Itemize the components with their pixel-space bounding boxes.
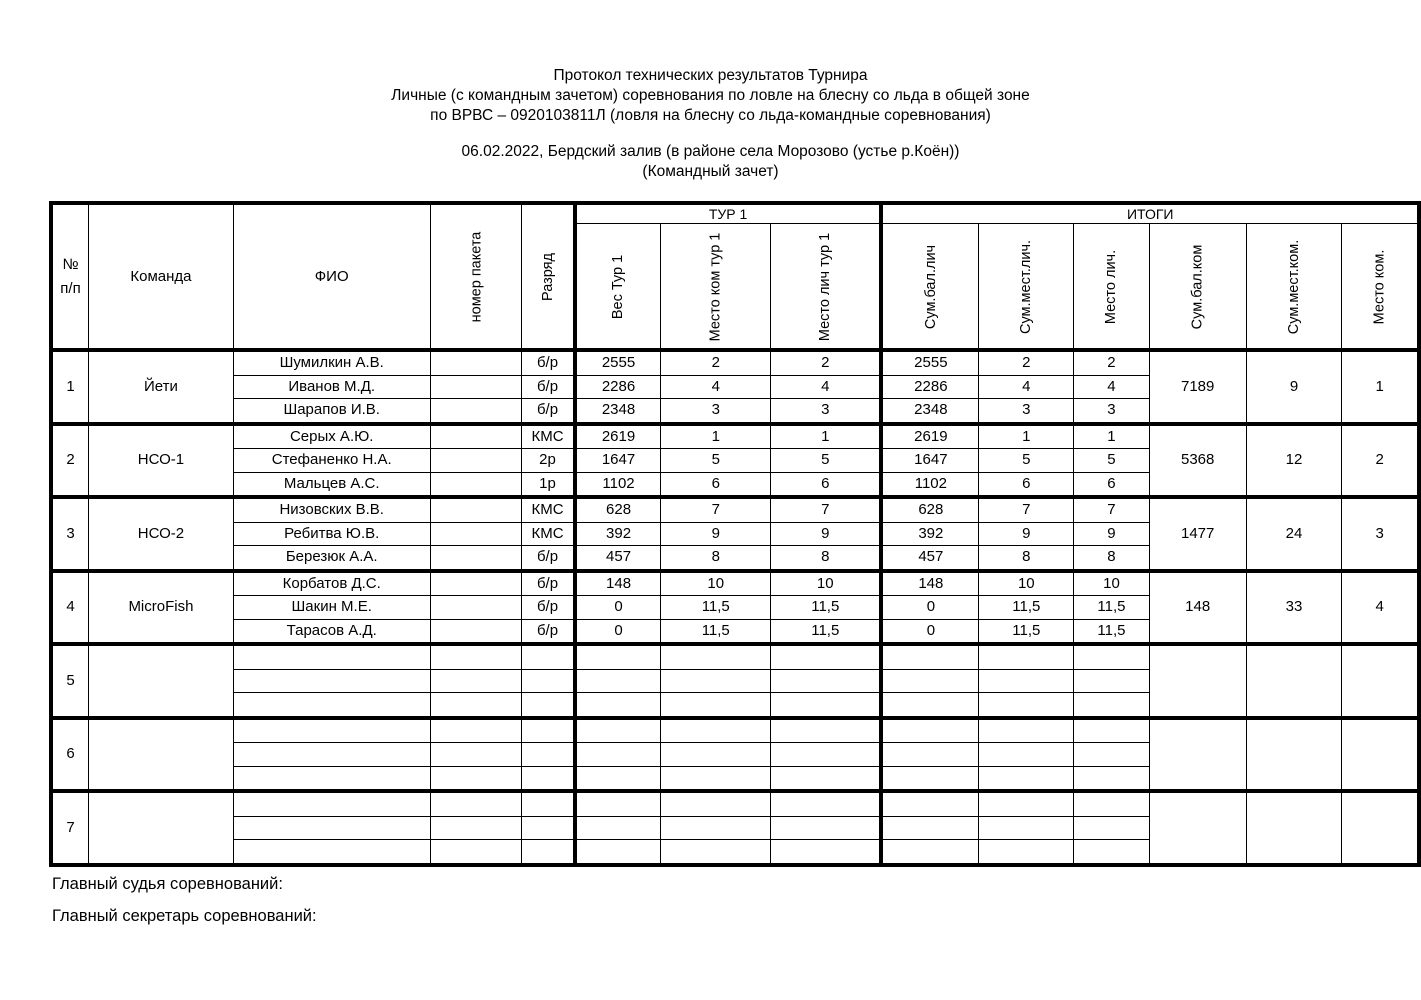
weight-tour1: 2286 bbox=[575, 375, 661, 399]
protocol-date-place: 06.02.2022, Бердский залив (в районе села Морозово (устье р.Коён)) bbox=[461, 143, 960, 160]
table-row bbox=[51, 644, 1419, 669]
team-place-tour1 bbox=[661, 743, 771, 767]
participant-fio bbox=[233, 743, 430, 767]
packet-number bbox=[430, 399, 522, 424]
tour1-group-header: ТУР 1 bbox=[575, 203, 882, 224]
packet-number bbox=[430, 816, 522, 840]
personal-place-tour1 bbox=[771, 693, 882, 718]
table-row bbox=[51, 571, 1419, 596]
place-personal: 3 bbox=[1074, 399, 1149, 424]
sum-points-team: 5368 bbox=[1149, 424, 1246, 498]
weight-tour1 bbox=[575, 669, 661, 693]
participant-rank: б/р bbox=[522, 399, 575, 424]
chief-judge-label: Главный судья соревнований: bbox=[52, 875, 283, 893]
sum-points-team: 7189 bbox=[1149, 350, 1246, 424]
sum-places-personal: 8 bbox=[979, 546, 1074, 571]
team-place-tour1 bbox=[661, 816, 771, 840]
weight-tour1 bbox=[575, 766, 661, 791]
sum-points-team bbox=[1149, 644, 1246, 718]
sum-points-personal bbox=[881, 816, 978, 840]
weight-tour1: 148 bbox=[575, 571, 661, 596]
weight-tour1: 2555 bbox=[575, 350, 661, 375]
place-team: 1 bbox=[1342, 350, 1419, 424]
packet-number bbox=[430, 449, 522, 473]
sum-places-personal: 4 bbox=[979, 375, 1074, 399]
col-team-place-t1-header: Место ком тур 1 bbox=[661, 224, 771, 351]
participant-fio: Иванов М.Д. bbox=[233, 375, 430, 399]
participant-fio bbox=[233, 669, 430, 693]
sum-points-personal: 1647 bbox=[881, 449, 978, 473]
place-personal: 10 bbox=[1074, 571, 1149, 596]
sum-places-personal: 10 bbox=[979, 571, 1074, 596]
team-name bbox=[89, 644, 234, 718]
personal-place-tour1: 1 bbox=[771, 424, 882, 449]
sum-places-team: 9 bbox=[1246, 350, 1341, 424]
sum-places-personal: 1 bbox=[979, 424, 1074, 449]
sum-points-team: 148 bbox=[1149, 571, 1246, 645]
packet-number bbox=[430, 596, 522, 620]
participant-rank bbox=[522, 840, 575, 865]
col-team-header: Команда bbox=[89, 203, 234, 350]
participant-rank: КМС bbox=[522, 497, 575, 522]
personal-place-tour1 bbox=[771, 766, 882, 791]
totals-group-header: ИТОГИ bbox=[881, 203, 1419, 224]
place-team: 2 bbox=[1342, 424, 1419, 498]
team-place-tour1: 5 bbox=[661, 449, 771, 473]
participant-fio: Корбатов Д.С. bbox=[233, 571, 430, 596]
place-team bbox=[1342, 791, 1419, 865]
sum-points-personal: 0 bbox=[881, 619, 978, 644]
participant-rank: КМС bbox=[522, 522, 575, 546]
sum-points-personal: 2286 bbox=[881, 375, 978, 399]
participant-fio bbox=[233, 791, 430, 816]
place-personal bbox=[1074, 718, 1149, 743]
participant-fio bbox=[233, 693, 430, 718]
place-personal: 9 bbox=[1074, 522, 1149, 546]
col-place-team-header: Место ком. bbox=[1342, 224, 1419, 351]
participant-fio: Серых А.Ю. bbox=[233, 424, 430, 449]
participant-fio bbox=[233, 718, 430, 743]
sum-points-personal bbox=[881, 644, 978, 669]
table-row bbox=[51, 497, 1419, 522]
sum-places-personal: 3 bbox=[979, 399, 1074, 424]
team-place-tour1 bbox=[661, 644, 771, 669]
personal-place-tour1: 7 bbox=[771, 497, 882, 522]
participant-fio: Шакин М.Е. bbox=[233, 596, 430, 620]
sum-points-personal: 392 bbox=[881, 522, 978, 546]
sum-places-personal bbox=[979, 743, 1074, 767]
personal-place-tour1: 11,5 bbox=[771, 596, 882, 620]
sum-points-personal bbox=[881, 840, 978, 865]
sum-places-personal bbox=[979, 644, 1074, 669]
col-sum-pts-pers-header: Сум.бал.лич bbox=[881, 224, 978, 351]
table-row bbox=[51, 791, 1419, 816]
sum-places-personal bbox=[979, 669, 1074, 693]
sum-points-personal: 2619 bbox=[881, 424, 978, 449]
team-place-tour1 bbox=[661, 791, 771, 816]
personal-place-tour1 bbox=[771, 743, 882, 767]
packet-number bbox=[430, 522, 522, 546]
packet-number bbox=[430, 693, 522, 718]
protocol-title: Протокол технических результатов Турнира bbox=[553, 67, 868, 84]
personal-place-tour1 bbox=[771, 816, 882, 840]
team-place-tour1: 11,5 bbox=[661, 619, 771, 644]
sum-places-personal bbox=[979, 791, 1074, 816]
col-place-pers-header: Место лич. bbox=[1074, 224, 1149, 351]
personal-place-tour1 bbox=[771, 791, 882, 816]
participant-rank bbox=[522, 718, 575, 743]
team-number: 6 bbox=[51, 718, 89, 792]
participant-rank bbox=[522, 791, 575, 816]
packet-number bbox=[430, 571, 522, 596]
personal-place-tour1: 11,5 bbox=[771, 619, 882, 644]
place-personal: 11,5 bbox=[1074, 596, 1149, 620]
results-table bbox=[49, 201, 1421, 867]
team-place-tour1: 10 bbox=[661, 571, 771, 596]
sum-places-personal: 11,5 bbox=[979, 596, 1074, 620]
team-place-tour1 bbox=[661, 669, 771, 693]
sum-points-personal bbox=[881, 669, 978, 693]
place-personal: 1 bbox=[1074, 424, 1149, 449]
participant-rank: 1р bbox=[522, 472, 575, 497]
sum-points-personal bbox=[881, 693, 978, 718]
col-sum-places-pers-header: Сум.мест.лич. bbox=[979, 224, 1074, 351]
table-row bbox=[51, 718, 1419, 743]
team-place-tour1: 2 bbox=[661, 350, 771, 375]
place-personal: 8 bbox=[1074, 546, 1149, 571]
team-number: 1 bbox=[51, 350, 89, 424]
col-fio-header: ФИО bbox=[233, 203, 430, 350]
sum-points-team: 1477 bbox=[1149, 497, 1246, 571]
sum-places-team bbox=[1246, 718, 1341, 792]
personal-place-tour1: 9 bbox=[771, 522, 882, 546]
participant-rank bbox=[522, 693, 575, 718]
results-body bbox=[51, 350, 1419, 865]
packet-number bbox=[430, 669, 522, 693]
team-name bbox=[89, 791, 234, 865]
place-personal: 11,5 bbox=[1074, 619, 1149, 644]
place-personal: 2 bbox=[1074, 350, 1149, 375]
sum-places-team bbox=[1246, 644, 1341, 718]
packet-number bbox=[430, 424, 522, 449]
place-personal bbox=[1074, 743, 1149, 767]
packet-number bbox=[430, 840, 522, 865]
personal-place-tour1: 10 bbox=[771, 571, 882, 596]
team-name: MicroFish bbox=[89, 571, 234, 645]
packet-number bbox=[430, 791, 522, 816]
personal-place-tour1: 4 bbox=[771, 375, 882, 399]
participant-rank bbox=[522, 669, 575, 693]
sum-places-team: 24 bbox=[1246, 497, 1341, 571]
weight-tour1 bbox=[575, 644, 661, 669]
team-place-tour1: 4 bbox=[661, 375, 771, 399]
place-personal: 6 bbox=[1074, 472, 1149, 497]
sum-points-personal: 2348 bbox=[881, 399, 978, 424]
sum-places-personal: 9 bbox=[979, 522, 1074, 546]
team-number: 2 bbox=[51, 424, 89, 498]
place-team bbox=[1342, 718, 1419, 792]
participant-rank bbox=[522, 743, 575, 767]
table-row bbox=[51, 424, 1419, 449]
participant-rank: б/р bbox=[522, 571, 575, 596]
packet-number bbox=[430, 743, 522, 767]
personal-place-tour1 bbox=[771, 669, 882, 693]
participant-fio bbox=[233, 816, 430, 840]
weight-tour1 bbox=[575, 791, 661, 816]
packet-number bbox=[430, 546, 522, 571]
team-place-tour1: 7 bbox=[661, 497, 771, 522]
table-row bbox=[51, 350, 1419, 375]
personal-place-tour1: 3 bbox=[771, 399, 882, 424]
sum-points-personal: 628 bbox=[881, 497, 978, 522]
team-place-tour1: 11,5 bbox=[661, 596, 771, 620]
team-place-tour1 bbox=[661, 693, 771, 718]
protocol-scoring: (Командный зачет) bbox=[642, 163, 779, 180]
protocol-subtitle: Личные (с командным зачетом) соревнования по ловле на блесну со льда в общей зоне bbox=[391, 87, 1030, 104]
participant-rank bbox=[522, 644, 575, 669]
weight-tour1 bbox=[575, 693, 661, 718]
place-personal: 7 bbox=[1074, 497, 1149, 522]
protocol-discipline: по ВРВС – 0920103811Л (ловля на блесну со льда-командные соревнования) bbox=[430, 107, 991, 124]
sum-places-team: 33 bbox=[1246, 571, 1341, 645]
weight-tour1 bbox=[575, 840, 661, 865]
participant-fio: Ребитва Ю.В. bbox=[233, 522, 430, 546]
sum-points-personal bbox=[881, 718, 978, 743]
participant-rank: б/р bbox=[522, 375, 575, 399]
place-personal: 5 bbox=[1074, 449, 1149, 473]
packet-number bbox=[430, 718, 522, 743]
chief-secretary-label: Главный секретарь соревнований: bbox=[52, 907, 317, 925]
personal-place-tour1 bbox=[771, 840, 882, 865]
team-name: Йети bbox=[89, 350, 234, 424]
weight-tour1 bbox=[575, 743, 661, 767]
sum-places-personal: 7 bbox=[979, 497, 1074, 522]
participant-fio: Шарапов И.В. bbox=[233, 399, 430, 424]
weight-tour1: 2348 bbox=[575, 399, 661, 424]
sum-places-personal bbox=[979, 816, 1074, 840]
sum-places-personal: 6 bbox=[979, 472, 1074, 497]
place-personal bbox=[1074, 693, 1149, 718]
col-pers-place-t1-header: Место лич тур 1 bbox=[771, 224, 882, 351]
protocol-header bbox=[0, 66, 1421, 182]
packet-number bbox=[430, 497, 522, 522]
sum-points-personal bbox=[881, 766, 978, 791]
col-weight-t1-header: Вес Тур 1 bbox=[575, 224, 661, 351]
sum-places-personal bbox=[979, 840, 1074, 865]
weight-tour1: 1647 bbox=[575, 449, 661, 473]
place-personal bbox=[1074, 791, 1149, 816]
weight-tour1: 457 bbox=[575, 546, 661, 571]
place-team: 4 bbox=[1342, 571, 1419, 645]
sum-points-personal: 0 bbox=[881, 596, 978, 620]
participant-fio bbox=[233, 766, 430, 791]
weight-tour1: 628 bbox=[575, 497, 661, 522]
team-number: 3 bbox=[51, 497, 89, 571]
participant-rank bbox=[522, 766, 575, 791]
sum-points-team bbox=[1149, 718, 1246, 792]
participant-fio: Шумилкин А.В. bbox=[233, 350, 430, 375]
packet-number bbox=[430, 619, 522, 644]
participant-rank: б/р bbox=[522, 350, 575, 375]
team-place-tour1: 9 bbox=[661, 522, 771, 546]
weight-tour1: 0 bbox=[575, 596, 661, 620]
team-name: НСО-2 bbox=[89, 497, 234, 571]
team-name: НСО-1 bbox=[89, 424, 234, 498]
personal-place-tour1: 5 bbox=[771, 449, 882, 473]
sum-points-personal bbox=[881, 743, 978, 767]
weight-tour1 bbox=[575, 816, 661, 840]
col-sum-pts-team-header: Сум.бал.ком bbox=[1149, 224, 1246, 351]
packet-number bbox=[430, 375, 522, 399]
participant-rank bbox=[522, 816, 575, 840]
weight-tour1: 1102 bbox=[575, 472, 661, 497]
sum-places-personal bbox=[979, 718, 1074, 743]
personal-place-tour1: 8 bbox=[771, 546, 882, 571]
col-packet-header: номер пакета bbox=[430, 203, 522, 350]
packet-number bbox=[430, 766, 522, 791]
participant-rank: б/р bbox=[522, 619, 575, 644]
team-place-tour1: 6 bbox=[661, 472, 771, 497]
personal-place-tour1 bbox=[771, 718, 882, 743]
place-personal bbox=[1074, 669, 1149, 693]
place-personal bbox=[1074, 644, 1149, 669]
team-place-tour1: 3 bbox=[661, 399, 771, 424]
personal-place-tour1: 2 bbox=[771, 350, 882, 375]
participant-fio: Березюк А.А. bbox=[233, 546, 430, 571]
place-team bbox=[1342, 644, 1419, 718]
participant-fio bbox=[233, 840, 430, 865]
col-rank-header: Разряд bbox=[522, 203, 575, 350]
participant-fio: Низовских В.В. bbox=[233, 497, 430, 522]
team-place-tour1: 8 bbox=[661, 546, 771, 571]
sum-points-personal: 148 bbox=[881, 571, 978, 596]
sum-places-team: 12 bbox=[1246, 424, 1341, 498]
weight-tour1 bbox=[575, 718, 661, 743]
participant-rank: б/р bbox=[522, 546, 575, 571]
participant-rank: б/р bbox=[522, 596, 575, 620]
sum-points-personal: 2555 bbox=[881, 350, 978, 375]
sum-places-team bbox=[1246, 791, 1341, 865]
personal-place-tour1 bbox=[771, 644, 882, 669]
team-place-tour1: 1 bbox=[661, 424, 771, 449]
participant-rank: 2р bbox=[522, 449, 575, 473]
col-num-header: № п/п bbox=[51, 203, 89, 350]
weight-tour1: 0 bbox=[575, 619, 661, 644]
packet-number bbox=[430, 350, 522, 375]
sum-points-personal: 1102 bbox=[881, 472, 978, 497]
sum-places-personal: 11,5 bbox=[979, 619, 1074, 644]
weight-tour1: 392 bbox=[575, 522, 661, 546]
team-place-tour1 bbox=[661, 840, 771, 865]
participant-fio bbox=[233, 644, 430, 669]
participant-rank: КМС bbox=[522, 424, 575, 449]
packet-number bbox=[430, 644, 522, 669]
team-number: 4 bbox=[51, 571, 89, 645]
place-personal bbox=[1074, 766, 1149, 791]
place-team: 3 bbox=[1342, 497, 1419, 571]
team-place-tour1 bbox=[661, 718, 771, 743]
place-personal: 4 bbox=[1074, 375, 1149, 399]
sum-points-personal: 457 bbox=[881, 546, 978, 571]
weight-tour1: 2619 bbox=[575, 424, 661, 449]
team-name bbox=[89, 718, 234, 792]
sum-points-personal bbox=[881, 791, 978, 816]
sum-points-team bbox=[1149, 791, 1246, 865]
place-personal bbox=[1074, 816, 1149, 840]
participant-fio: Стефаненко Н.А. bbox=[233, 449, 430, 473]
sum-places-personal: 2 bbox=[979, 350, 1074, 375]
team-place-tour1 bbox=[661, 766, 771, 791]
team-number: 5 bbox=[51, 644, 89, 718]
team-number: 7 bbox=[51, 791, 89, 865]
col-sum-places-team-header: Сум.мест.ком. bbox=[1246, 224, 1341, 351]
sum-places-personal: 5 bbox=[979, 449, 1074, 473]
sum-places-personal bbox=[979, 693, 1074, 718]
participant-fio: Мальцев А.С. bbox=[233, 472, 430, 497]
packet-number bbox=[430, 472, 522, 497]
sum-places-personal bbox=[979, 766, 1074, 791]
participant-fio: Тарасов А.Д. bbox=[233, 619, 430, 644]
personal-place-tour1: 6 bbox=[771, 472, 882, 497]
place-personal bbox=[1074, 840, 1149, 865]
